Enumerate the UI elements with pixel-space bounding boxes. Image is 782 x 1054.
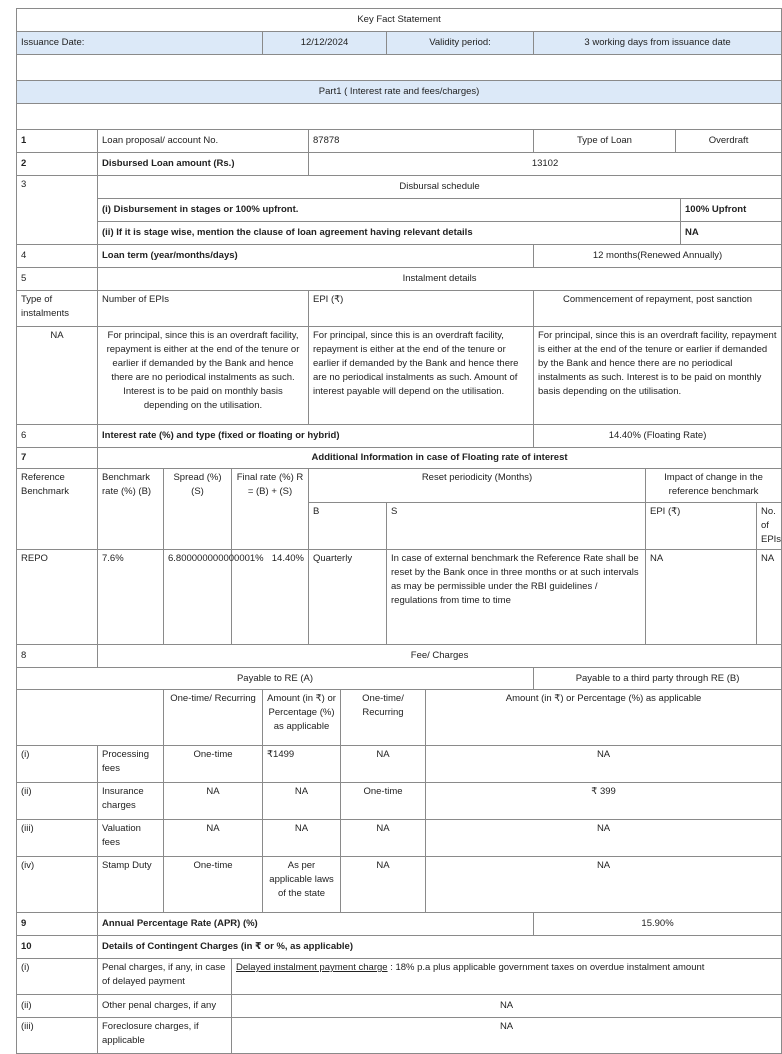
row-number: 9 [17,913,98,936]
penal-charges-detail: : 18% p.a plus applicable government taxes on overdue instalment amount [387,962,705,973]
contingent-index: (iii) [17,1018,98,1054]
fee-b-amount: NA [426,857,782,913]
fee-a-amount: As per applicable laws of the state [263,857,341,913]
row-number: 4 [17,245,98,268]
fee-b-amount: NA [426,746,782,783]
fee-label: Processing fees [98,746,164,783]
stage-wise-clause-value: NA [681,222,782,245]
validity-period-label: Validity period: [387,32,534,55]
benchmark-rate-header: Benchmark rate (%) (B) [98,469,164,550]
apr-label: Annual Percentage Rate (APR) (%) [98,913,534,936]
fee-index: (iii) [17,820,98,857]
row-number: 2 [17,153,98,176]
fee-b-onetime: NA [341,857,426,913]
fee-label: Valuation fees [98,820,164,857]
row-number: 8 [17,645,98,668]
instalment-type-header: Type of instalments [17,291,98,327]
part1-title: Part1 ( Interest rate and fees/charges) [17,81,782,104]
fee-index: (i) [17,746,98,783]
final-rate-value: 14.40% [232,550,309,645]
impact-no-epis-value: NA [757,550,782,645]
disbursal-schedule-title: Disbursal schedule [98,176,782,199]
document-title: Key Fact Statement [17,9,782,32]
loan-account-value: 87878 [309,130,534,153]
fee-b-onetime: One-time [341,783,426,820]
fee-a-onetime: One-time [164,746,263,783]
fee-row [17,783,782,820]
onetime-recurring-a-header: One-time/ Recurring [164,690,263,746]
reset-b-value: Quarterly [309,550,387,645]
delayed-payment-link[interactable]: Delayed instalment payment charge [236,962,388,973]
loan-term-value: 12 months(Renewed Annually) [534,245,782,268]
validity-period-value: 3 working days from issuance date [534,32,782,55]
fee-a-onetime: One-time [164,857,263,913]
onetime-recurring-b-header: One-time/ Recurring [341,690,426,746]
reference-benchmark-header: Reference Benchmark [17,469,98,550]
fee-label: Insurance charges [98,783,164,820]
commencement-header: Commencement of repayment, post sanction [534,291,782,327]
foreclosure-label: Foreclosure charges, if applicable [98,1018,232,1054]
row-number: 1 [17,130,98,153]
number-of-epis-value: For principal, since this is an overdraft facility, repayment is either at the end of the tenure or earlier if demanded by the Bank and hence there are no periodical instalments as such. Interest is to be paid on monthly basis depending on the utilisation. [98,327,309,425]
issuance-date-value: 12/12/2024 [263,32,387,55]
epi-value: For principal, since this is an overdraft facility, repayment is either at the end of the tenure or earlier if demanded by the Bank and hence there are no periodical instalments as such. Amount of interest payable will depend on the utilisation. [309,327,534,425]
key-fact-statement [16,8,782,1054]
foreclosure-value: NA [232,1018,782,1054]
row-number: 7 [17,448,98,469]
row-number: 5 [17,268,98,291]
contingent-charges-title: Details of Contingent Charges (in ₹ or %, as applicable) [98,936,782,959]
fee-b-onetime: NA [341,746,426,783]
apr-value: 15.90% [534,913,782,936]
contingent-index: (ii) [17,995,98,1018]
payable-third-party-header: Payable to a third party through RE (B) [534,668,782,690]
benchmark-rate-value: 7.6% [98,550,164,645]
reset-s-subheader: S [387,503,646,550]
row-number: 10 [17,936,98,959]
reset-periodicity-header: Reset periodicity (Months) [309,469,646,503]
fee-a-onetime: NA [164,783,263,820]
issuance-date-label: Issuance Date: [17,32,263,55]
disbursed-amount-label: Disbursed Loan amount (Rs.) [98,153,309,176]
fee-charges-title: Fee/ Charges [98,645,782,668]
interest-rate-label: Interest rate (%) and type (fixed or floating or hybrid) [98,425,534,448]
floating-rate-info-title: Additional Information in case of Floating rate of interest [98,448,782,469]
fee-a-amount: NA [263,820,341,857]
contingent-index: (i) [17,959,98,995]
disbursement-stages-value: 100% Upfront [681,199,782,222]
fee-index: (iv) [17,857,98,913]
spacer-row [17,55,782,81]
disbursement-stages-label: (i) Disbursement in stages or 100% upfront. [98,199,681,222]
penal-charges-value [232,959,782,995]
final-rate-header: Final rate (%) R = (B) + (S) [232,469,309,550]
fee-a-amount: ₹1499 [263,746,341,783]
spread-value: 6.800000000000001% [164,550,232,645]
interest-rate-value: 14.40% (Floating Rate) [534,425,782,448]
disbursed-amount-value: 13102 [309,153,782,176]
benchmark-impact-header: Impact of change in the reference benchmark [646,469,782,503]
spacer-row [17,104,782,130]
row-number: 3 [17,176,98,245]
payable-to-re-header: Payable to RE (A) [17,668,534,690]
loan-account-label: Loan proposal/ account No. [98,130,309,153]
impact-epi-subheader: EPI (₹) [646,503,757,550]
fee-row [17,820,782,857]
other-penal-label: Other penal charges, if any [98,995,232,1018]
fee-a-amount: NA [263,783,341,820]
instalment-type-value: NA [17,327,98,425]
kfs-table [16,8,782,1054]
penal-charges-label: Penal charges, if any, in case of delayed payment [98,959,232,995]
fee-a-onetime: NA [164,820,263,857]
commencement-value: For principal, since this is an overdraft facility, repayment is either at the end of the tenure or earlier if demanded by the Bank and hence there are no periodical instalments as such. Interest is to be paid on monthly basis depending on the utilisation. [534,327,782,425]
impact-epi-value: NA [646,550,757,645]
other-penal-value: NA [232,995,782,1018]
loan-type-value: Overdraft [676,130,782,153]
reference-benchmark-value: REPO [17,550,98,645]
fee-b-amount: NA [426,820,782,857]
fee-b-amount: ₹ 399 [426,783,782,820]
fee-row [17,746,782,783]
reset-b-subheader: B [309,503,387,550]
row-number: 6 [17,425,98,448]
loan-type-label: Type of Loan [534,130,676,153]
fee-row [17,857,782,913]
fee-label: Stamp Duty [98,857,164,913]
impact-no-epis-subheader: No. of EPIs [757,503,782,550]
epi-header: EPI (₹) [309,291,534,327]
spread-header: Spread (%) (S) [164,469,232,550]
amount-a-header: Amount (in ₹) or Percentage (%) as applicable [263,690,341,746]
fee-empty-header [17,690,164,746]
stage-wise-clause-label: (ii) If it is stage wise, mention the clause of loan agreement having relevant details [98,222,681,245]
loan-term-label: Loan term (year/months/days) [98,245,534,268]
fee-index: (ii) [17,783,98,820]
amount-b-header: Amount (in ₹) or Percentage (%) as applicable [426,690,782,746]
reset-s-value: In case of external benchmark the Reference Rate shall be reset by the Bank once in three months or at such intervals as may be permissible under the RBI guidelines / regulations from time to time [387,550,646,645]
fee-b-onetime: NA [341,820,426,857]
instalment-details-title: Instalment details [98,268,782,291]
number-of-epis-header: Number of EPIs [98,291,309,327]
